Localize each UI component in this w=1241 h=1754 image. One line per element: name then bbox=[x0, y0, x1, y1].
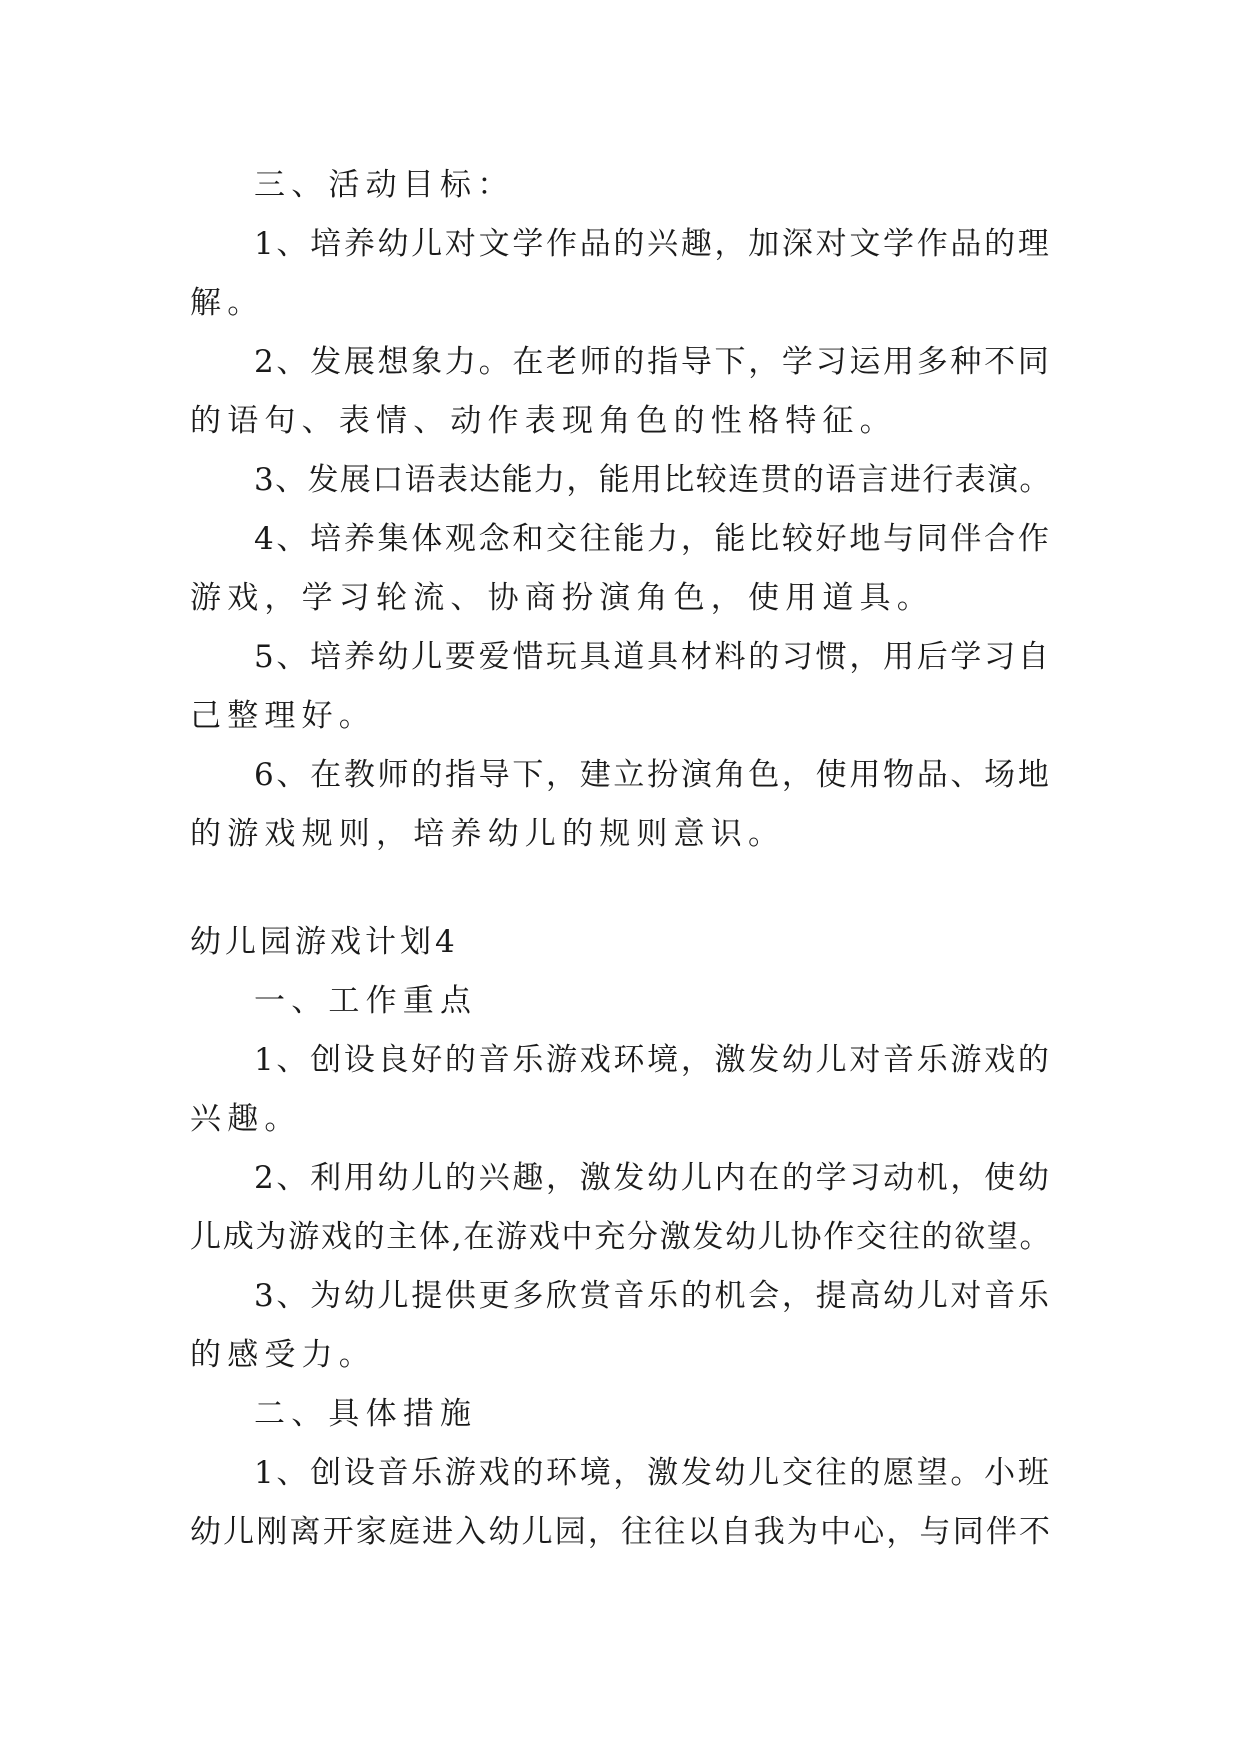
paragraph-line: 2、利用幼儿的兴趣，激发幼儿内在的学习动机，使幼 bbox=[254, 1160, 1052, 1196]
document-title: 幼儿园游戏计划4 bbox=[190, 924, 459, 960]
section-heading-measures: 二、具体措施 bbox=[254, 1396, 478, 1432]
paragraph-line: 1、创设良好的音乐游戏环境，激发幼儿对音乐游戏的 bbox=[254, 1042, 1052, 1078]
paragraph-line: 1、培养幼儿对文学作品的兴趣，加深对文学作品的理 bbox=[254, 226, 1052, 262]
paragraph-line: 1、创设音乐游戏的环境，激发幼儿交往的愿望。小班 bbox=[254, 1455, 1052, 1491]
paragraph-line: 2、发展想象力。在老师的指导下，学习运用多种不同 bbox=[254, 344, 1052, 380]
paragraph-line: 5、培养幼儿要爱惜玩具道具材料的习惯，用后学习自 bbox=[254, 639, 1052, 675]
paragraph-line: 3、发展口语表达能力，能用比较连贯的语言进行表演。 bbox=[254, 462, 1052, 498]
paragraph-line: 儿成为游戏的主体,在游戏中充分激发幼儿协作交往的欲望。 bbox=[190, 1219, 1053, 1255]
paragraph-line: 幼儿刚离开家庭进入幼儿园，往往以自我为中心，与同伴不 bbox=[190, 1514, 1053, 1550]
paragraph-line: 解。 bbox=[190, 285, 265, 321]
paragraph-line: 游戏，学习轮流、协商扮演角色，使用道具。 bbox=[190, 580, 934, 616]
paragraph-line: 6、在教师的指导下，建立扮演角色，使用物品、场地 bbox=[254, 757, 1052, 793]
paragraph-line: 的语句、表情、动作表现角色的性格特征。 bbox=[190, 403, 897, 439]
paragraph-line: 的感受力。 bbox=[190, 1337, 376, 1373]
paragraph-line: 的游戏规则，培养幼儿的规则意识。 bbox=[190, 816, 786, 852]
section-heading-focus: 一、工作重点 bbox=[254, 983, 478, 1019]
paragraph-line: 兴趣。 bbox=[190, 1101, 302, 1137]
section-heading-goals: 三、活动目标： bbox=[254, 167, 515, 203]
paragraph-line: 4、培养集体观念和交往能力，能比较好地与同伴合作 bbox=[254, 521, 1052, 557]
paragraph-line: 3、为幼儿提供更多欣赏音乐的机会，提高幼儿对音乐 bbox=[254, 1278, 1052, 1314]
paragraph-line: 己整理好。 bbox=[190, 698, 376, 734]
